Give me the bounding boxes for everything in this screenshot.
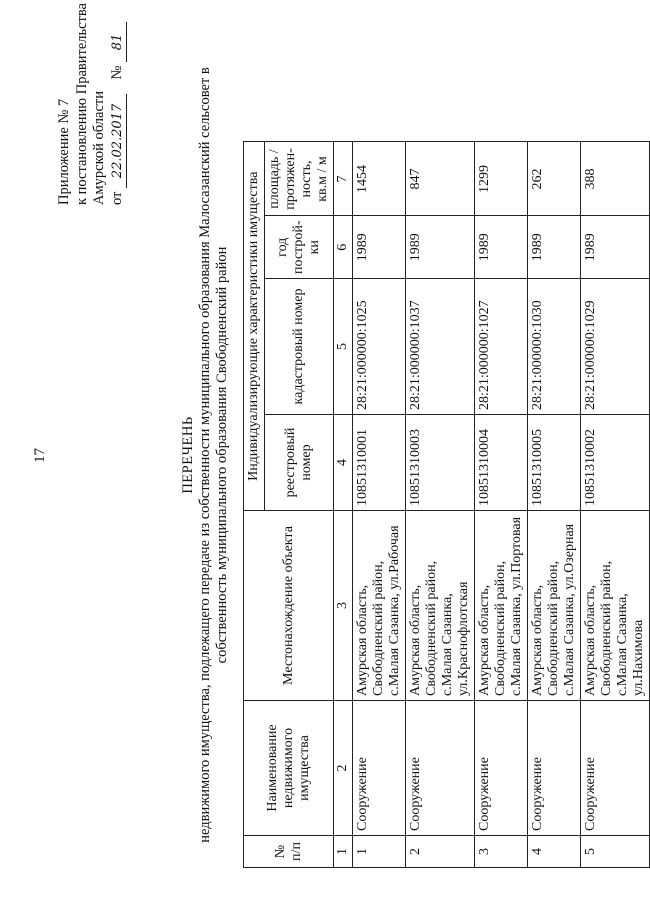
row-year: 1989: [581, 216, 650, 279]
row-year: 1989: [475, 216, 528, 279]
colnum: 5: [334, 279, 353, 415]
row-num: 1: [353, 836, 406, 868]
appendix-line-1: Приложение № 7: [56, 98, 72, 205]
row-area: 262: [528, 142, 581, 216]
row-reg: 10851310003: [406, 415, 475, 511]
header-reg: реестровый номер: [265, 415, 334, 511]
appendix-line-3: Амурской области: [91, 91, 107, 205]
row-cad: 28:21:000000:1027: [475, 279, 528, 415]
header-num: № п/п: [244, 836, 334, 868]
header-area: площадь / протяжен-ность, кв.м / м: [265, 142, 334, 216]
row-reg: 10851310005: [528, 415, 581, 511]
date-prefix: от: [108, 191, 125, 205]
row-location: Амурская область, Свободненский район, с.Малая Сазанка, ул.Портовая: [475, 511, 528, 701]
row-name: Сооружение: [528, 701, 581, 836]
row-reg: 10851310001: [353, 415, 406, 511]
row-location: Амурская область, Свободненский район, с.Малая Сазанка, ул.Озерная: [528, 511, 581, 701]
row-area: 1299: [475, 142, 528, 216]
row-cad: 28:21:000000:1030: [528, 279, 581, 415]
appendix-date-line: [109, 3, 128, 205]
row-num: 4: [528, 836, 581, 868]
table-row: [475, 142, 528, 868]
property-table: [243, 142, 650, 869]
row-num: 3: [475, 836, 528, 868]
row-year: 1989: [353, 216, 406, 279]
table-row: [353, 142, 406, 868]
title-line-2: собственность муниципального образования Свободненский район: [214, 246, 230, 664]
row-reg: 10851310002: [581, 415, 650, 511]
handwritten-number: 81: [109, 22, 128, 62]
row-year: 1989: [406, 216, 475, 279]
row-cad: 28:21:000000:1029: [581, 279, 650, 415]
row-area: 388: [581, 142, 650, 216]
row-name: Сооружение: [353, 701, 406, 836]
page-number: 17: [32, 448, 48, 463]
row-cad: 28:21:000000:1037: [406, 279, 475, 415]
row-location: Амурская область, Свободненский район, с.Малая Сазанка, ул.Краснофлотская: [406, 511, 475, 701]
colnum: 3: [334, 511, 353, 701]
row-name: Сооружение: [581, 701, 650, 836]
colnum: 2: [334, 701, 353, 836]
colnum: 6: [334, 216, 353, 279]
header-year: год построй-ки: [265, 216, 334, 279]
table-row: [406, 142, 475, 868]
colnum: 7: [334, 142, 353, 216]
table-row: [528, 142, 581, 868]
row-reg: 10851310004: [475, 415, 528, 511]
row-num: 5: [581, 836, 650, 868]
header-characteristics: Индивидуализирующие характеристики имущества: [244, 142, 265, 511]
document-title: [180, 25, 231, 885]
colnum: 1: [334, 836, 353, 868]
row-area: 1454: [353, 142, 406, 216]
title-heading: ПЕРЕЧЕНЬ: [180, 416, 196, 494]
row-name: Сооружение: [406, 701, 475, 836]
row-location: Амурская область, Свободненский район, с.Малая Сазанка, ул.Рабочая: [353, 511, 406, 701]
row-year: 1989: [528, 216, 581, 279]
row-cad: 28:21:000000:1025: [353, 279, 406, 415]
row-location: Амурская область, Свободненский район, с.Малая Сазанка, ул.Нахимова: [581, 511, 650, 701]
header-cad: кадастровый номер: [265, 279, 334, 415]
row-area: 847: [406, 142, 475, 216]
colnum: 4: [334, 415, 353, 511]
handwritten-date: 22.02.2017: [109, 94, 128, 188]
row-name: Сооружение: [475, 701, 528, 836]
row-num: 2: [406, 836, 475, 868]
header-name: Наименование недвижимого имущества: [244, 701, 334, 836]
number-prefix: №: [108, 65, 125, 80]
appendix-line-2: к постановлению Правительства: [73, 3, 90, 205]
appendix-header: [56, 3, 127, 205]
table-row: [581, 142, 650, 868]
header-location: Местонахождение объекта: [244, 511, 334, 701]
column-number-row: [334, 142, 353, 868]
title-line-1: недвижимого имущества, подлежащего передаче из собственности муниципального образования Малосазанский сельсовет в: [197, 67, 213, 843]
